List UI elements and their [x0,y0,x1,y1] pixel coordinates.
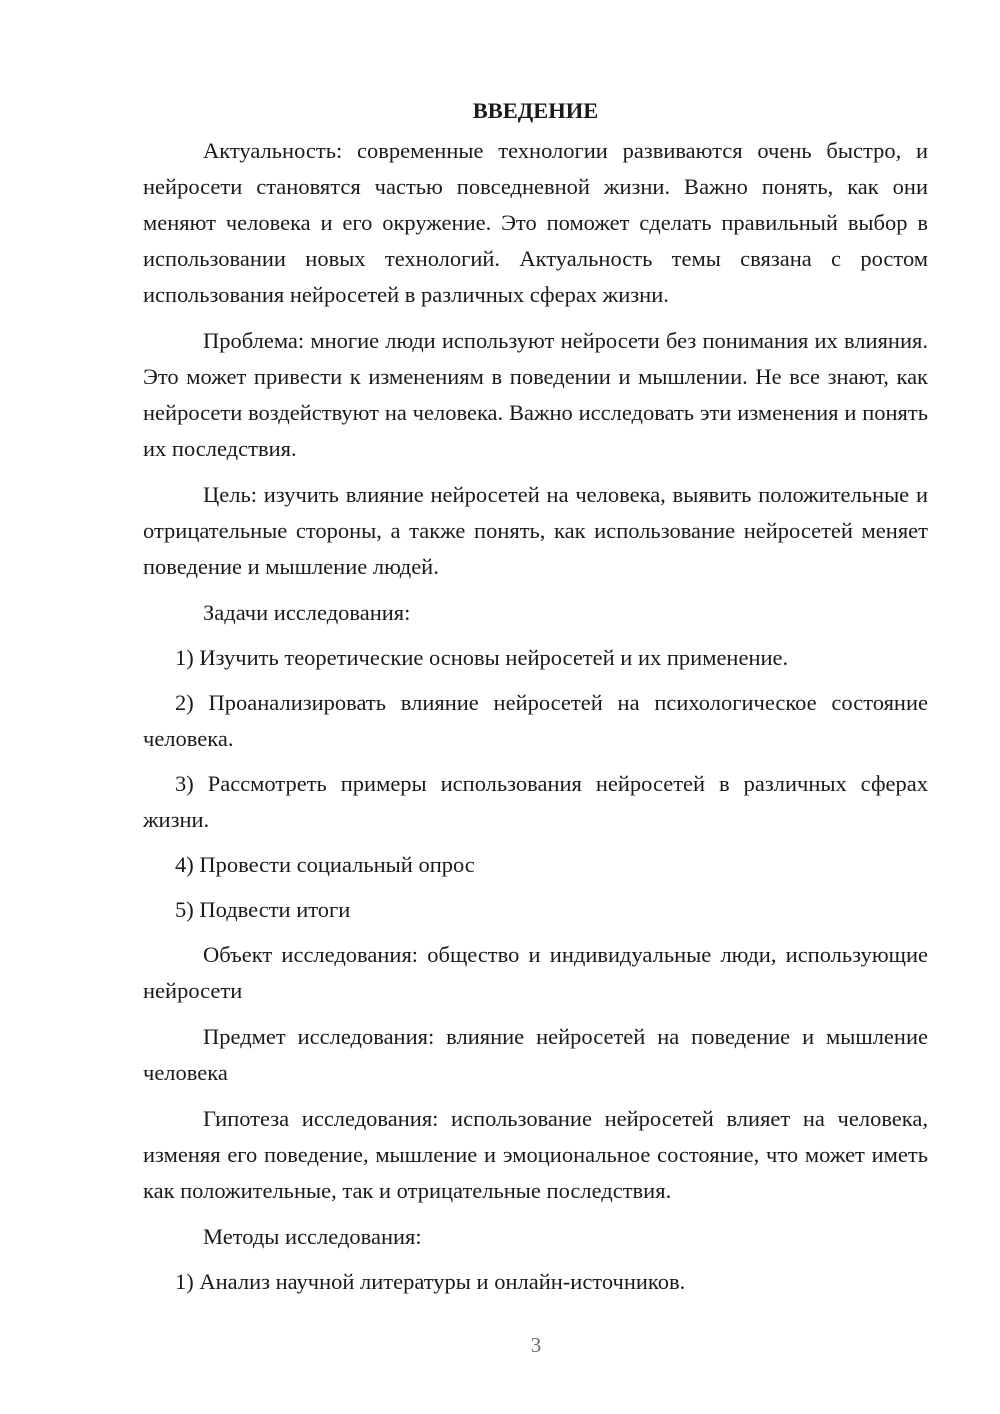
tasks-heading: Задачи исследования: [203,600,411,625]
method-item: 1) Анализ научной литературы и онлайн-источников. [175,1269,686,1294]
page-content [143,93,928,1309]
relevance-paragraph: Актуальность: современные технологии развиваются очень быстро, и нейросети становятся частью повседневной жизни. Важно понять, как они меняют человека и его окружение. Это поможет сделать правильный выбор в использовании новых технологий. Актуальность темы связана с ростом использования нейросетей в различных сферах жизни. [143,138,928,307]
object-paragraph: Объект исследования: общество и индивидуальные люди, использующие нейросети [143,942,928,1003]
hypothesis-paragraph: Гипотеза исследования: использование нейросетей влияет на человека, изменяя его поведение, мышление и эмоциональное состояние, что может иметь как положительные, так и отрицательные последствия. [143,1106,928,1203]
problem-paragraph: Проблема: многие люди используют нейросети без понимания их влияния. Это может привести к изменениям в поведении и мышлении. Не все знают, как нейросети воздействуют на человека. Важно исследовать эти изменения и понять их последствия. [143,328,928,461]
methods-heading: Методы исследования: [203,1224,422,1249]
goal-paragraph: Цель: изучить влияние нейросетей на человека, выявить положительные и отрицательные стороны, а также понять, как использование нейросетей меняет поведение и мышление людей. [143,482,928,579]
task-item: 3) Рассмотреть примеры использования нейросетей в различных сферах жизни. [143,771,928,832]
task-item: 4) Провести социальный опрос [175,852,475,877]
page-number: 3 [530,1333,542,1357]
task-item: 1) Изучить теоретические основы нейросетей и их применение. [175,645,789,670]
page-title: ВВЕДЕНИЕ [472,98,599,123]
subject-paragraph: Предмет исследования: влияние нейросетей на поведение и мышление человека [143,1024,928,1085]
task-item: 2) Проанализировать влияние нейросетей на психологическое состояние человека. [143,690,928,751]
task-item: 5) Подвести итоги [175,897,351,922]
